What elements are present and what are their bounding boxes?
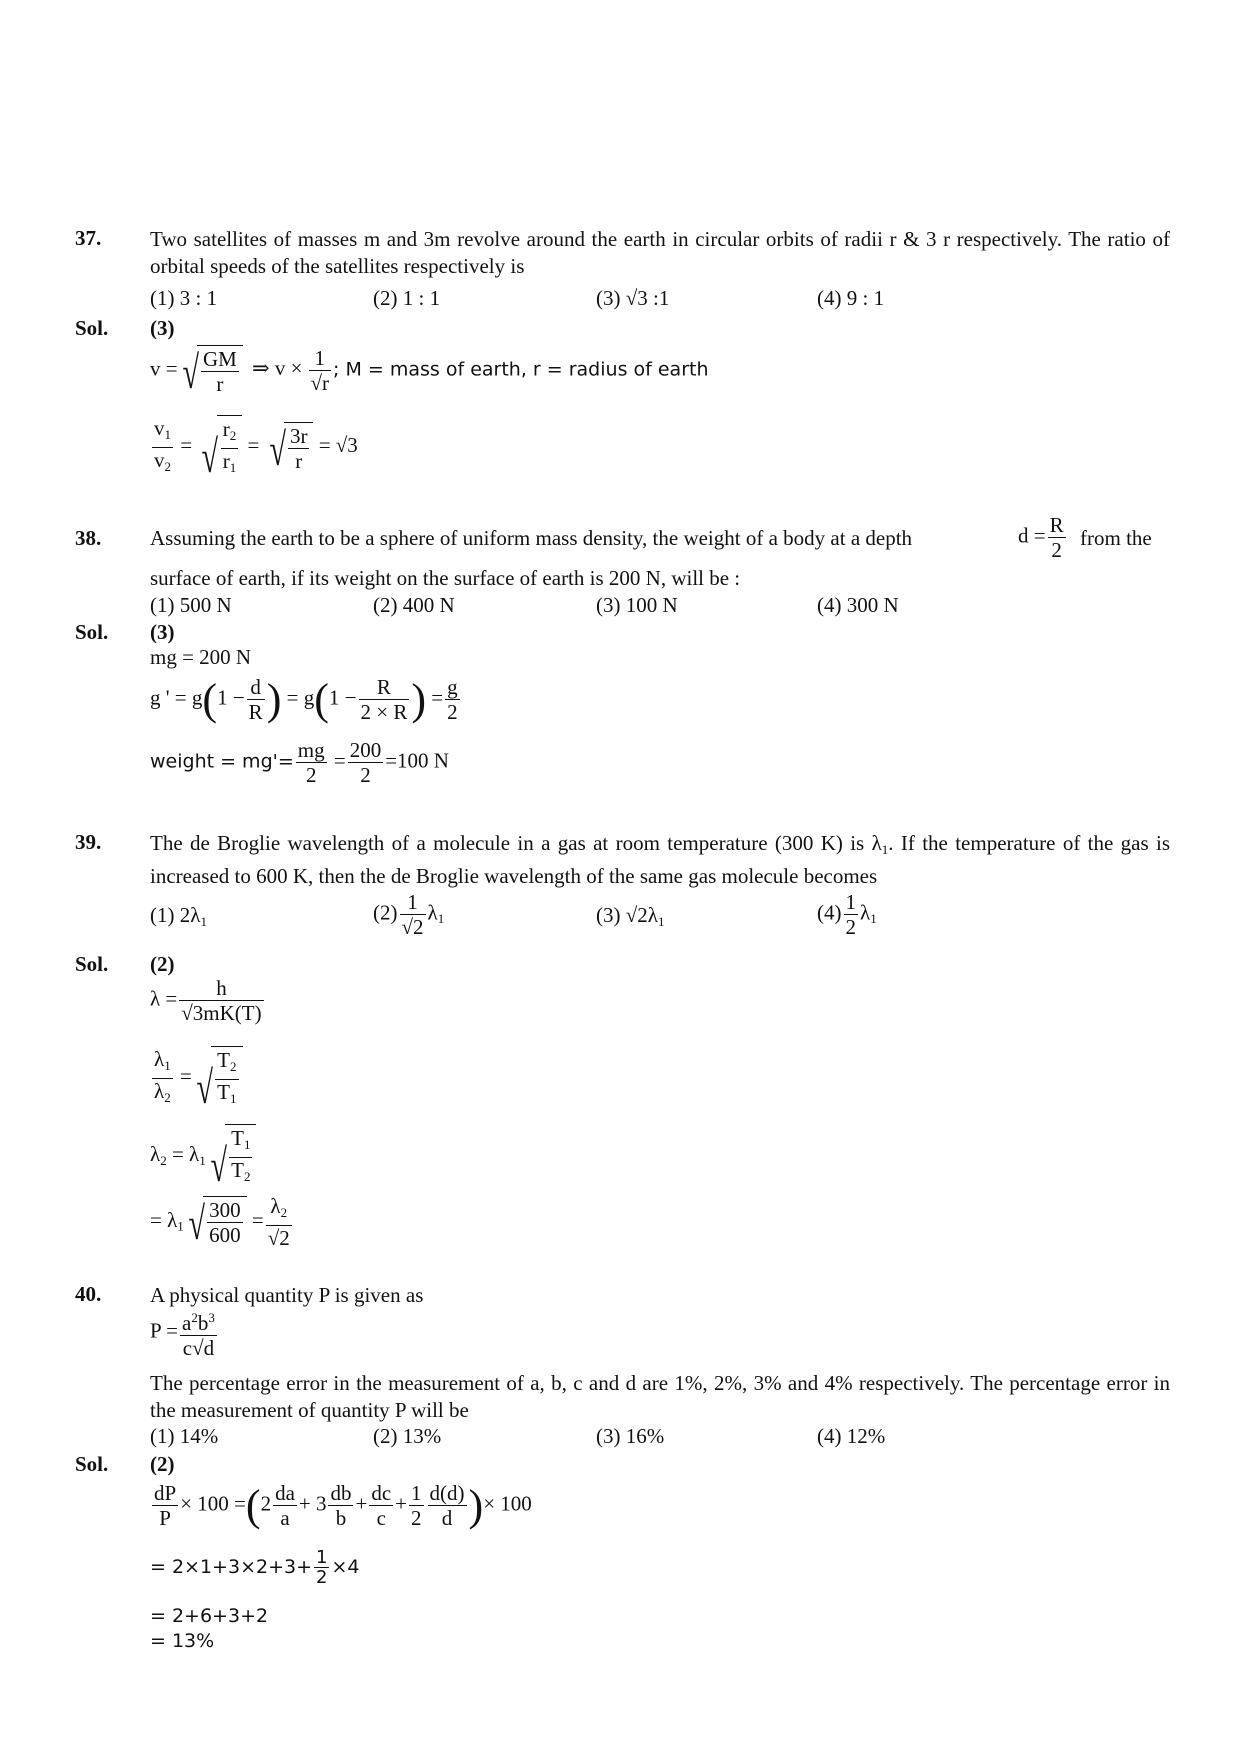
q38-option-3: (3) 100 N <box>596 593 678 617</box>
question-38-number: 38. <box>75 526 102 550</box>
question-37-text: Two satellites of masses m and 3m revolve around the earth in circular orbits of radii r & 3 r respectively. The ratio of orbital speeds of the satellites respectively is <box>150 227 1170 278</box>
q39-ratio-equation: $\frac{\lambda_1}{\lambda_2}$ = √ $\frac{T_2}{T_1}$ <box>150 1046 243 1111</box>
q38-option-2: (2) 400 N <box>373 593 455 617</box>
q40-step-1: = 2×1+3×2+3+ $\frac{1}{2}$ ×4 <box>150 1547 360 1588</box>
q40-answer: (2) <box>150 1452 175 1476</box>
q40-option-3: (3) 16% <box>596 1424 665 1448</box>
question-39-text: The de Broglie wavelength of a molecule in a gas at room temperature (300 K) is $\lambda_1$. If the temperature of the gas is increased to 600 K, then the de Broglie wavelength of the same gas molecule becomes <box>150 831 1170 888</box>
q39-option-1: (1) $2\lambda_1$ <box>150 903 207 929</box>
q40-error-equation: $\frac{dP}{P}$ × 100 =(2 $\frac{da}{a}$ + 3 $\frac{db}{b}$ + $\frac{dc}{c}$ + $\frac{1}{2}$ $\frac{d(d)}{d}$ )× 100 <box>154 1481 532 1530</box>
q39-sol-label: Sol. <box>75 952 109 976</box>
q37-answer: (3) <box>150 316 175 340</box>
q38-option-1: (1) 500 N <box>150 593 232 617</box>
q37-sol-label: Sol. <box>75 316 109 340</box>
q38-sol-label: Sol. <box>75 620 109 644</box>
q40-option-4: (4) 12% <box>817 1424 886 1448</box>
q37-note: ; M = mass of earth, r = radius of earth <box>333 358 709 381</box>
question-38-text-line2: surface of earth, if its weight on the surface of earth is 200 N, will be : <box>150 566 741 590</box>
q37-equation-ratio: $\frac{v_1}{v_2}$ = √ $\frac{r_2}{r_1}$ = √ $\frac{3r}{r}$ = √3 <box>154 416 358 482</box>
q39-option-3: (3) $√2\lambda_1$ <box>596 903 665 929</box>
question-40-text: The percentage error in the measurement of a, b, c and d are 1%, 2%, 3% and 4% respectively. The percentage error in the measurement of quantity P will be <box>150 1371 1170 1422</box>
q38-weight-equation: weight = mg'= $\frac{mg}{2}$ = $\frac{200}{2}$ =100 N <box>150 738 449 787</box>
q39-answer: (2) <box>150 952 175 976</box>
q39-option-2: (2) $\frac{1}{√2}$ $\lambda_1$ <box>373 890 445 939</box>
q37-option-2: (2) 1 : 1 <box>373 286 441 310</box>
q40-step-2: = 2+6+3+2 <box>150 1605 269 1627</box>
q37-option-3: (3) √3 :1 <box>596 286 670 310</box>
question-39-number: 39. <box>75 830 102 854</box>
q38-option-4: (4) 300 N <box>817 593 899 617</box>
question-40-intro: A physical quantity P is given as <box>150 1283 424 1307</box>
q38-depth-expr: d = $\frac{R}{2}$ <box>1018 513 1064 562</box>
q38-mg-line: mg = 200 N <box>150 645 252 669</box>
q38-g-prime-equation: g ' = g(1 − $\frac{d}{R}$ ) = g(1 − $\frac{R}{2 \times R}$ ) = $\frac{g}{2}$ <box>150 675 458 724</box>
question-37-number: 37. <box>75 226 102 250</box>
q40-option-2: (2) 13% <box>373 1424 442 1448</box>
q40-p-formula: P = $\frac{a^2b^3}{c√d}$ <box>150 1306 219 1360</box>
q39-option-4: (4) $\frac{1}{2}$ $\lambda_1$ <box>817 890 877 939</box>
q39-lambda2-equation: $\lambda_2 = \lambda_1$ √ $\frac{T_1}{T_2}$ <box>150 1124 256 1189</box>
q37-option-4: (4) 9 : 1 <box>817 286 885 310</box>
question-40-number: 40. <box>75 1282 102 1306</box>
q37-equation-velocity: v = √ $\frac{GM}{r}$ ⇒ v × $\frac{1}{√r}$ ; M = mass of earth, r = radius of earth <box>150 346 709 398</box>
q39-lambda-equation: λ = $\frac{h}{√3mK(T)}$ <box>150 976 262 1025</box>
q37-option-1: (1) 3 : 1 <box>150 286 218 310</box>
q40-sol-label: Sol. <box>75 1452 109 1476</box>
q40-step-3: = 13% <box>150 1630 215 1652</box>
q39-result-equation: = $\lambda_1$ √ $\frac{300}{600}$ = $\frac{\lambda_2}{√2}$ <box>150 1194 290 1250</box>
q40-option-1: (1) 14% <box>150 1424 219 1448</box>
q38-answer: (3) <box>150 620 175 644</box>
